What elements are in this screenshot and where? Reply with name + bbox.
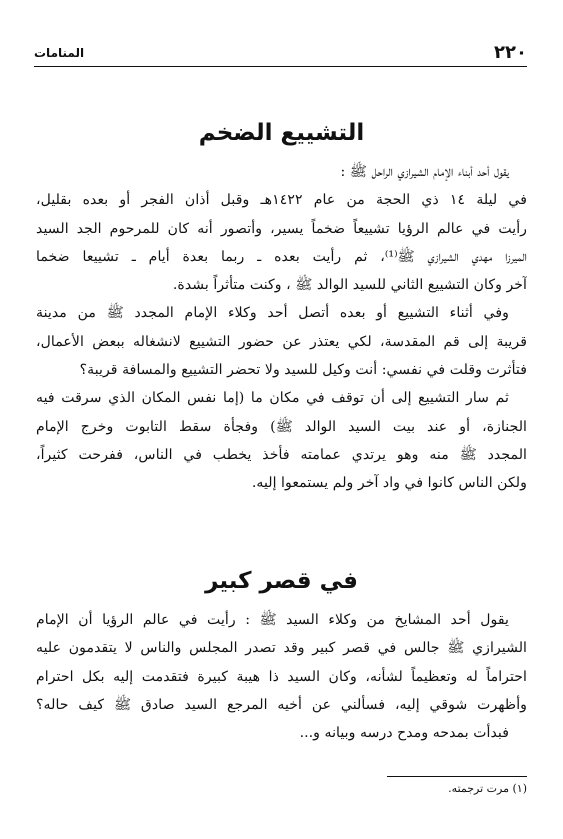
running-title: المنامات [34,46,85,60]
section-heading-big-palace: في قصر كبير [205,568,358,594]
body-line: الشيرازي ﷺ جالس في قصر كبير وقد تصدر المجلس والناس لا يتقدمون عليه [36,640,527,657]
footnote-separator [387,776,527,777]
body-line: يقول أحد المشايخ من وكلاء السيد ﷺ : رأيت في عالم الرؤيا أن الإمام [36,612,509,628]
page-header [34,42,527,67]
section-body-massive-funeral [36,158,527,498]
body-line: رأيت في عالم الرؤيا تشييعاً ضخماً يسير، وأتصور أنه كان للمرحوم الجد السيد [36,220,527,237]
section-body-big-palace [36,606,527,747]
body-line: ثم سار التشييع إلى أن توقف في مكان ما (إما نفس المكان الذي سرقت فيه [36,390,509,407]
body-line: المجدد ﷺ منه وهو يرتدي عمامته فأخذ يخطب في الناس، ففرحت كثيراً، [36,446,527,463]
body-line: فتأثرت وقلت في نفسي: أنت وكيل للسيد ولا تحضر التشييع والمسافة قريبة؟ [79,362,527,379]
page-number: ٢٢٠ [494,42,527,63]
body-line: يقول أحد أبناء الإمام الشيرازي الراحل ﷺ : [340,164,509,180]
body-line: فبدأت بمدحه ومدح درسه وبيانه و... [299,725,509,742]
body-line: آخر وكان التشييع الثاني للسيد الوالد ﷺ ، وكنت متأثراً بشدة. [172,277,527,294]
body-line: الميرزا مهدي الشيرازي ﷺ⁽¹⁾، ثم رأيت بعده ـ ربما بعدة أيام ـ تشييعا ضخما [36,248,527,265]
body-line: الجنازة، أو عند بيت السيد الوالد ﷺ) وفجأة سقط التابوت وخرج الإمام [36,418,527,435]
footnote: (١) مرت ترجمته. [448,782,527,795]
section-heading-massive-funeral: التشييع الضخم [198,120,365,146]
body-line: وأظهرت شوقي إليه، فسألني عن أخيه المرجع السيد صادق ﷺ كيف حاله؟ [36,696,527,713]
body-line: قريبة إلى قم المقدسة، لكي يعتذر عن حضور التشييع لانشغاله ببعض الأعمال، [36,333,527,350]
body-line: ولكن الناس كانوا في واد آخر ولم يستمعوا إليه. [251,475,527,492]
body-line: احتراماً له وتعظيماً لشأنه، وكان السيد ذا هيبة كبيرة فتقدمت إليه بكل احترام [36,668,527,685]
body-line: في ليلة ١٤ ذي الحجة من عام ١٤٢٢هـ وقبل أذان الفجر أو بعده بقليل، [36,192,527,209]
body-line: وفي أثناء التشييع أو بعده أتصل أحد وكلاء الإمام المجدد ﷺ من مدينة [36,305,509,322]
